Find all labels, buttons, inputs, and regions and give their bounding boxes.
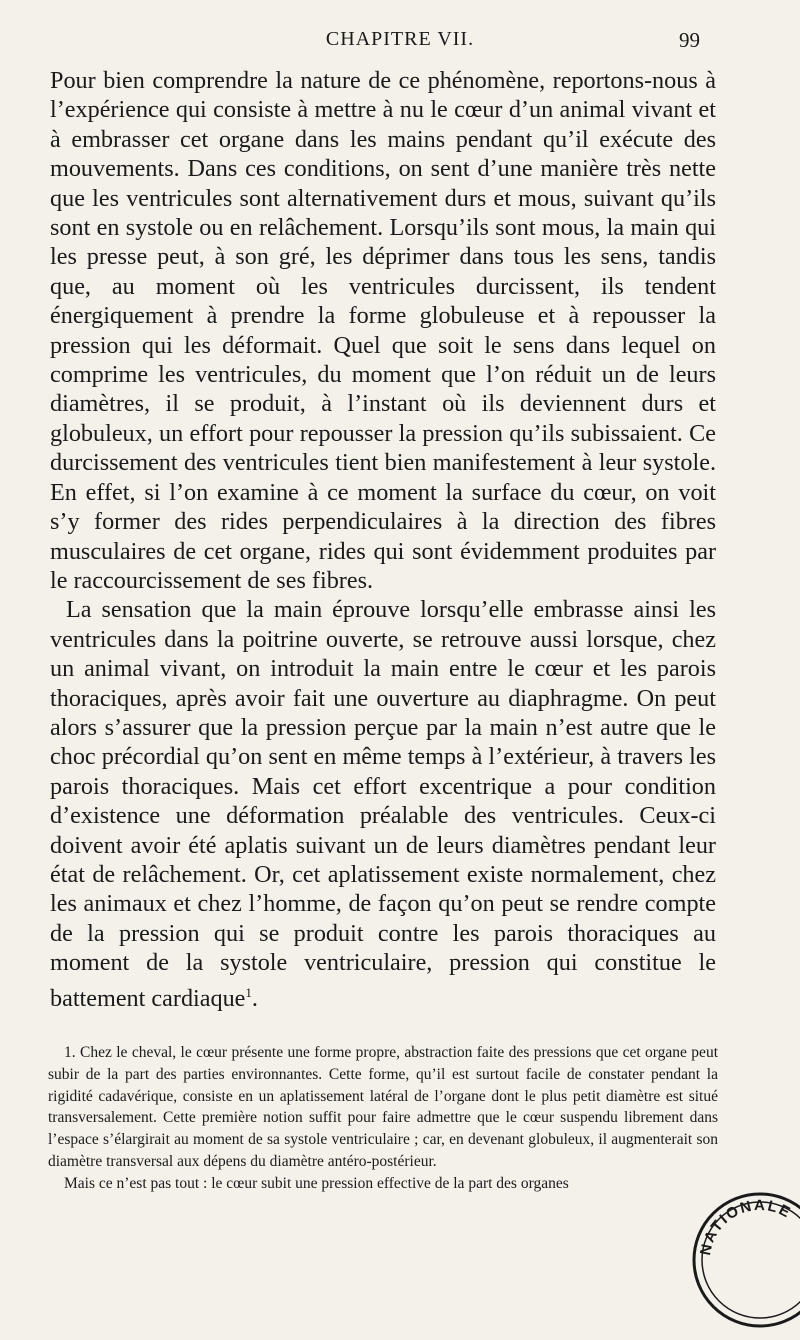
page-header <box>0 26 800 62</box>
footnote-1-continued: Mais ce n’est pas tout : le cœur subit une pression effective de la part des organes <box>64 1174 569 1192</box>
paragraph-1: Pour bien comprendre la nature de ce phénomène, reportons-nous à l’expérience qui consiste à mettre à nu le cœur d’un animal vivant et à embrasser cet organe dans les mains pendant qu’il exécute des mouvements. Dans ces conditions, on sent d’une manière très nette que les ventricules sont alternativement durs et mous, suivant qu’ils sont en systole ou en relâchement. Lorsqu’ils sont mous, la main qui les presse peut, à son gré, les déprimer dans tous les sens, tandis que, au moment où les ventricules durcissent, ils tendent énergiquement à prendre la forme globuleuse et à repousser la pression qui les déformait. Quel que soit le sens dans lequel on comprime les ventricules, du moment que l’on réduit un de leurs diamètres, il se produit, à l’instant où ils deviennent durs et globuleux, un effort pour repousser la pression qu’ils subissaient. Ce durcissement des ventricules tient bien manifestement à leur systole. En effet, si l’on examine à ce moment la surface du cœur, on voit s’y former des rides perpendiculaires à la direction des fibres musculaires de cet organe, rides qui sont évidemment produites par le raccourcissement de ses fibres. <box>50 67 716 594</box>
footnote-1: 1. Chez le cheval, le cœur présente une forme propre, abstraction faite des pressions que cet organe peut subir de la part des parties environnantes. Cette forme, qu’il est surtout facile de constater pendant la rigidité cadavérique, consiste en un aplatissement latéral de l’organe dont le plus petit diamètre est situé transversalement. Cette première notion suffit pour faire admettre que le cœur suspendu librement dans l’espace s’élargirait au moment de sa systole ventriculaire ; car, en devenant globuleux, il augmenterait son diamètre transversal aux dépens du diamètre antéro-postérieur. <box>48 1044 718 1170</box>
main-text <box>50 66 716 1013</box>
footnote-ref[interactable]: 1 <box>245 984 252 1000</box>
paragraph-2-end: . <box>251 984 258 1012</box>
paragraph-2-text: La sensation que la main éprouve lorsqu’elle embrasse ainsi les ventricules dans la poitrine ouverte, se retrouve aussi lorsque, chez un animal vivant, on introduit la main entre le cœur et les parois thoraciques, après avoir fait une ouverture au diaphragme. On peut alors s’assurer que la pression perçue par la main n’est autre que le choc précordial qu’on sent en même temps à l’extérieur, à travers les parois thoraciques. Mais cet effort excentrique a pour condition d’existence une déformation préalable des ventricules. Ceux-ci doivent avoir été aplatis suivant un de leurs diamètres pendant leur état de relâchement. Or, cet aplatissement existe normalement, chez les animaux et chez l’homme, de façon qu’on peut se rendre compte de la pression qui se produit contre les parois thoraciques au moment de la systole ventriculaire, pression qui constitue le battement cardiaque <box>50 596 716 1012</box>
library-stamp <box>680 1180 800 1340</box>
page-number: 99 <box>679 28 700 52</box>
stamp-text: NATIONALE <box>697 1196 795 1257</box>
footnotes <box>48 1042 718 1195</box>
running-head: CHAPITRE VII. <box>325 28 475 50</box>
paragraph-2 <box>50 595 716 1013</box>
